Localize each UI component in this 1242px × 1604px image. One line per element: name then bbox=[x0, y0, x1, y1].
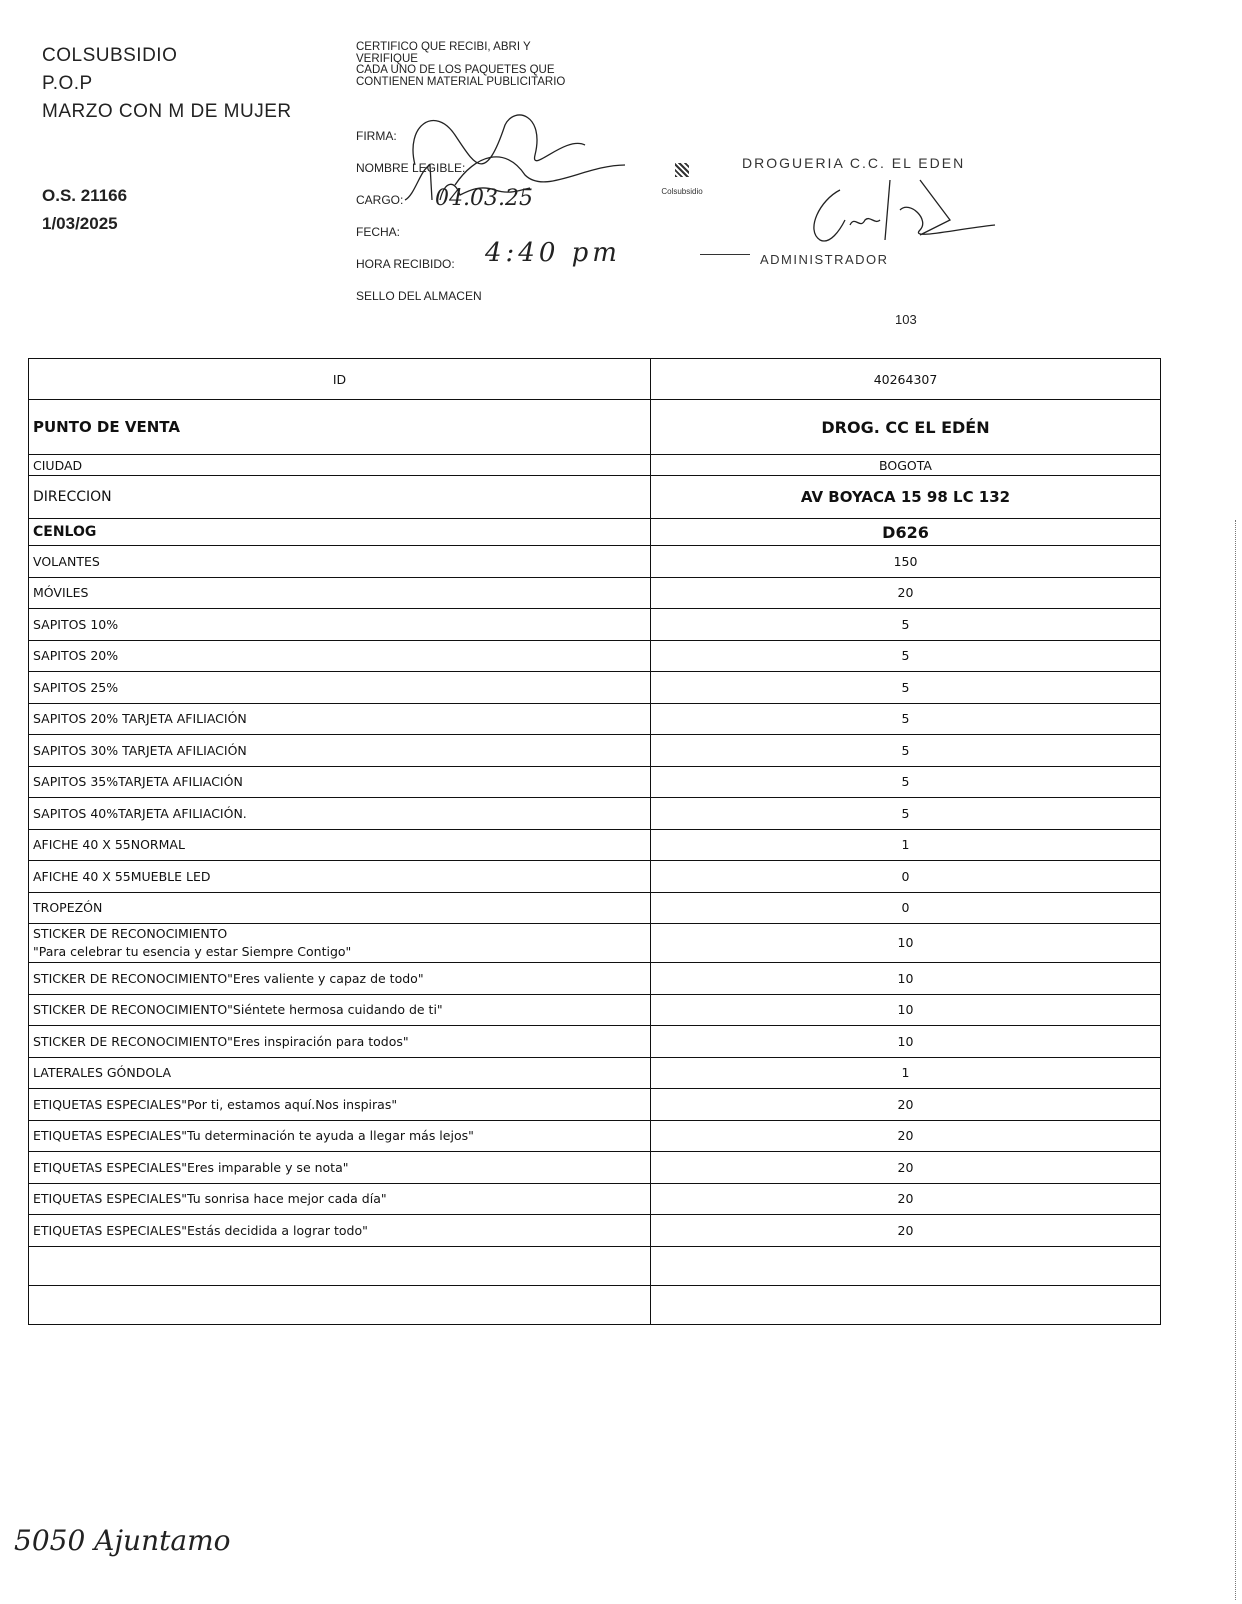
item-qty: 20 bbox=[651, 1183, 1161, 1215]
table-row bbox=[29, 994, 1161, 1026]
item-name bbox=[29, 735, 651, 767]
item-qty: 150 bbox=[651, 546, 1161, 578]
empty-cell bbox=[651, 1285, 1161, 1324]
item-name bbox=[29, 1089, 651, 1121]
logo-icon bbox=[675, 163, 689, 177]
item-name-text: LATERALES GÓNDOLA bbox=[33, 1065, 172, 1081]
item-name bbox=[29, 577, 651, 609]
footer-handwriting bbox=[14, 1510, 374, 1580]
item-name-text: STICKER DE RECONOCIMIENTO"Eres valiente y capaz de todo" bbox=[33, 970, 424, 986]
campaign-name: MARZO CON M DE MUJER bbox=[42, 101, 292, 122]
table-row bbox=[29, 640, 1161, 672]
punto-value: DROG. CC EL EDÉN bbox=[651, 400, 1161, 455]
item-name-text: STICKER DE RECONOCIMIENTO"Siéntete hermosa cuidando de ti" bbox=[33, 1002, 443, 1018]
logo-text: Colsubsidio bbox=[661, 187, 703, 196]
admin-signature bbox=[800, 170, 1000, 250]
item-qty: 10 bbox=[651, 963, 1161, 995]
item-name bbox=[29, 766, 651, 798]
id-label: ID bbox=[29, 359, 651, 400]
item-name-text: SAPITOS 30% TARJETA AFILIACIÓN bbox=[33, 742, 247, 758]
item-qty: 20 bbox=[651, 577, 1161, 609]
empty-row bbox=[29, 1246, 1161, 1285]
table-row bbox=[29, 1183, 1161, 1215]
table-row bbox=[29, 1089, 1161, 1121]
item-name bbox=[29, 1152, 651, 1184]
item-name bbox=[29, 1026, 651, 1058]
table-row bbox=[29, 963, 1161, 995]
table-row bbox=[29, 798, 1161, 830]
table-row bbox=[29, 735, 1161, 767]
item-name bbox=[29, 963, 651, 995]
page-number: 103 bbox=[895, 312, 917, 327]
empty-cell bbox=[29, 1246, 651, 1285]
item-qty: 5 bbox=[651, 766, 1161, 798]
certification-text bbox=[356, 42, 626, 88]
empty-cell bbox=[651, 1246, 1161, 1285]
item-name-text: AFICHE 40 X 55MUEBLE LED bbox=[33, 868, 211, 884]
item-name bbox=[29, 1183, 651, 1215]
item-name-text: ETIQUETAS ESPECIALES"Tu determinación te ayuda a llegar más lejos" bbox=[33, 1128, 474, 1144]
item-name bbox=[29, 703, 651, 735]
table-row bbox=[29, 703, 1161, 735]
id-value: 40264307 bbox=[651, 359, 1161, 400]
item-name bbox=[29, 546, 651, 578]
cert-line: CADA UNO DE LOS PAQUETES QUE bbox=[356, 64, 555, 76]
table-row bbox=[29, 766, 1161, 798]
handwritten-date: 04.03.25 bbox=[435, 186, 533, 211]
item-name-text: MÓVILES bbox=[33, 585, 89, 601]
item-qty: 5 bbox=[651, 735, 1161, 767]
header-block bbox=[42, 42, 292, 126]
field-label: FECHA: bbox=[356, 225, 401, 239]
cenlog-value: D626 bbox=[651, 519, 1161, 546]
table-row bbox=[29, 609, 1161, 641]
item-name bbox=[29, 994, 651, 1026]
item-name bbox=[29, 672, 651, 704]
item-qty: 20 bbox=[651, 1215, 1161, 1247]
delivery-table bbox=[28, 358, 1161, 1325]
table-row-id bbox=[29, 359, 1161, 400]
item-name-text: VOLANTES bbox=[33, 553, 100, 569]
scan-edge bbox=[1235, 520, 1238, 1600]
field-sello bbox=[356, 280, 482, 312]
order-date: 1/03/2025 bbox=[42, 214, 118, 233]
table-row-cenlog bbox=[29, 519, 1161, 546]
item-qty: 20 bbox=[651, 1152, 1161, 1184]
item-qty: 1 bbox=[651, 829, 1161, 861]
item-name-subtext: "Para celebrar tu esencia y estar Siempre Contigo" bbox=[33, 944, 352, 959]
table-row-direccion bbox=[29, 476, 1161, 519]
field-label: FIRMA: bbox=[356, 129, 397, 143]
cenlog-label: CENLOG bbox=[29, 519, 651, 546]
item-name bbox=[29, 609, 651, 641]
table-row bbox=[29, 1215, 1161, 1247]
ciudad-value: BOGOTA bbox=[651, 455, 1161, 476]
table-row bbox=[29, 1152, 1161, 1184]
item-name-text: SAPITOS 20% TARJETA AFILIACIÓN bbox=[33, 711, 247, 727]
item-name bbox=[29, 861, 651, 893]
item-name-text: STICKER DE RECONOCIMIENTO bbox=[33, 926, 228, 941]
field-label: NOMBRE LEGIBLE: bbox=[356, 161, 466, 175]
item-name bbox=[29, 892, 651, 924]
empty-row bbox=[29, 1285, 1161, 1324]
table-row bbox=[29, 1120, 1161, 1152]
footer-note: 5050 Ajuntamo bbox=[14, 1524, 231, 1557]
cert-line: VERIFIQUE bbox=[356, 52, 418, 65]
item-qty: 20 bbox=[651, 1120, 1161, 1152]
table-row bbox=[29, 829, 1161, 861]
table-row bbox=[29, 1057, 1161, 1089]
item-name-text: SAPITOS 25% bbox=[33, 679, 119, 695]
item-qty: 5 bbox=[651, 609, 1161, 641]
item-name-text: ETIQUETAS ESPECIALES"Tu sonrisa hace mejor cada día" bbox=[33, 1191, 387, 1207]
field-label: HORA RECIBIDO: bbox=[356, 257, 455, 271]
item-name bbox=[29, 924, 651, 963]
direccion-value: AV BOYACA 15 98 LC 132 bbox=[651, 476, 1161, 519]
field-hora bbox=[356, 248, 482, 280]
item-qty: 1 bbox=[651, 1057, 1161, 1089]
signature-line bbox=[700, 254, 750, 255]
cert-line: CERTIFICO QUE RECIBI, ABRI Y bbox=[356, 41, 531, 53]
admin-role: ADMINISTRADOR bbox=[760, 252, 889, 267]
table-row-ciudad bbox=[29, 455, 1161, 476]
item-qty: 0 bbox=[651, 892, 1161, 924]
table-row bbox=[29, 577, 1161, 609]
item-name-text: SAPITOS 35%TARJETA AFILIACIÓN bbox=[33, 774, 243, 790]
empty-cell bbox=[29, 1285, 651, 1324]
field-label: SELLO DEL ALMACEN bbox=[356, 289, 482, 303]
item-qty: 5 bbox=[651, 672, 1161, 704]
item-name-text: SAPITOS 10% bbox=[33, 616, 119, 632]
item-qty: 10 bbox=[651, 924, 1161, 963]
field-fecha bbox=[356, 216, 482, 248]
colsubsidio-logo bbox=[652, 163, 712, 196]
item-qty: 10 bbox=[651, 994, 1161, 1026]
item-name bbox=[29, 798, 651, 830]
item-name bbox=[29, 1215, 651, 1247]
table-row bbox=[29, 672, 1161, 704]
item-name-text: SAPITOS 40%TARJETA AFILIACIÓN. bbox=[33, 805, 247, 821]
item-name-text: STICKER DE RECONOCIMIENTO"Eres inspiración para todos" bbox=[33, 1033, 409, 1049]
item-name-text: SAPITOS 20% bbox=[33, 648, 119, 664]
item-name bbox=[29, 829, 651, 861]
table-row bbox=[29, 924, 1161, 963]
item-qty: 5 bbox=[651, 798, 1161, 830]
order-number: O.S. 21166 bbox=[42, 186, 128, 205]
direccion-label: DIRECCION bbox=[29, 476, 651, 519]
store-stamp: DROGUERIA C.C. EL EDEN bbox=[742, 155, 966, 171]
item-qty: 5 bbox=[651, 703, 1161, 735]
company-name: COLSUBSIDIO bbox=[42, 45, 178, 66]
item-name-text: AFICHE 40 X 55NORMAL bbox=[33, 837, 185, 853]
item-qty: 5 bbox=[651, 640, 1161, 672]
ciudad-label: CIUDAD bbox=[29, 455, 651, 476]
item-name-text: ETIQUETAS ESPECIALES"Eres imparable y se nota" bbox=[33, 1159, 349, 1175]
item-qty: 20 bbox=[651, 1089, 1161, 1121]
handwritten-time: 4:40 pm bbox=[485, 238, 621, 268]
item-name bbox=[29, 1120, 651, 1152]
punto-label: PUNTO DE VENTA bbox=[29, 400, 651, 455]
table-row bbox=[29, 1026, 1161, 1058]
document-type: P.O.P bbox=[42, 73, 93, 94]
table-row bbox=[29, 892, 1161, 924]
item-name-text: ETIQUETAS ESPECIALES"Por ti, estamos aquí.Nos inspiras" bbox=[33, 1096, 398, 1112]
table-row bbox=[29, 546, 1161, 578]
item-name bbox=[29, 1057, 651, 1089]
field-label: CARGO: bbox=[356, 193, 404, 207]
table-row bbox=[29, 861, 1161, 893]
cert-line: CONTIENEN MATERIAL PUBLICITARIO bbox=[356, 75, 566, 88]
table-row-punto bbox=[29, 400, 1161, 455]
item-name bbox=[29, 640, 651, 672]
item-qty: 0 bbox=[651, 861, 1161, 893]
item-name-text: ETIQUETAS ESPECIALES"Estás decidida a lograr todo" bbox=[33, 1222, 368, 1238]
item-name-text: TROPEZÓN bbox=[33, 900, 103, 916]
item-qty: 10 bbox=[651, 1026, 1161, 1058]
order-block bbox=[42, 182, 127, 238]
